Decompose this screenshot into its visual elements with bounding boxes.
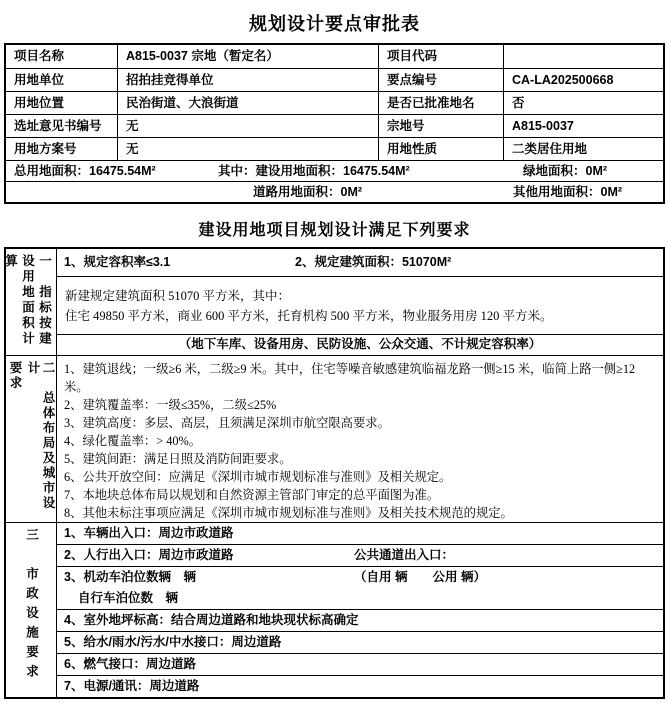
table-row <box>6 45 663 68</box>
requirement-line: 6、公共开放空间：应满足《深圳市城市规划标准与准则》及相关规定。 <box>64 470 452 484</box>
section-1-content <box>57 249 663 355</box>
field-label: 用地方案号 <box>14 142 77 156</box>
table-row <box>57 609 663 631</box>
field-value: 无 <box>117 115 378 137</box>
ground-elevation: 4、室外地坪标高：结合周边道路和地块现状标高确定 <box>64 613 359 627</box>
field-label: 用地单位 <box>14 73 65 87</box>
requirement-line: 米。 <box>64 380 89 394</box>
bicycle-parking-count: 自行车泊位数 辆 <box>78 591 179 605</box>
section-1-spine <box>3 249 57 355</box>
breakdown-line: 住宅 49850 平方米，商业 600 平方米，托育机构 500 平方米，物业服务用房 120 平方米。 <box>65 309 553 323</box>
plot-ratio: 1、规定容积率≤3.1 <box>64 255 171 269</box>
table-row <box>57 544 663 566</box>
field-label: 宗地号 <box>378 115 503 137</box>
form-title: 规划设计要点审批表 <box>249 14 420 34</box>
table-row <box>6 137 663 160</box>
water-interfaces: 5、给水/雨水/污水/中水接口：周边道路 <box>64 635 282 649</box>
construction-area: 其中：建设用地面积：16475.54M² <box>218 164 410 178</box>
requirement-line: 2、建筑覆盖率：一级≤35%，二级≤25% <box>64 398 277 412</box>
table-row <box>57 566 663 609</box>
exclusion-note: （地下车库、设备用房、民防设施、公众交通、不计规定容积率） <box>178 337 542 351</box>
green-area: 绿地面积：0M² <box>523 164 608 178</box>
field-value: 否 <box>503 92 663 114</box>
plot-ratio-row <box>57 249 663 277</box>
field-value: A815-0037 <box>503 115 663 137</box>
parking-usage-split: （自用 辆 公用 辆） <box>354 570 486 584</box>
field-label: 用地位置 <box>14 96 65 110</box>
field-value <box>503 45 663 68</box>
section-indicators <box>3 249 663 355</box>
spine-text: 要求 <box>8 361 22 391</box>
section-2-content <box>57 356 663 522</box>
field-value: 招拍挂竞得单位 <box>117 69 378 91</box>
section-municipal-facilities <box>6 522 663 697</box>
field-label: 项目代码 <box>378 45 503 68</box>
pedestrian-entrance: 2、人行出入口：周边市政道路 <box>64 548 234 562</box>
requirement-line: 8、其他未标注事项应满足《深圳市城市规划标准与准则》及相关技术规范的规定。 <box>64 506 513 520</box>
table-row <box>6 91 663 114</box>
requirement-line: 4、绿化覆盖率：> 40%。 <box>64 434 202 448</box>
field-value: A815-0037 宗地（暂定名） <box>117 45 378 68</box>
section-3-spine <box>6 523 57 697</box>
table-row <box>6 114 663 137</box>
table-row <box>57 631 663 653</box>
field-label: 项目名称 <box>14 49 65 63</box>
field-value: 二类居住用地 <box>503 138 663 160</box>
spine-text: 一 指标按建 <box>37 254 52 347</box>
field-value: CA-LA202500668 <box>503 69 663 91</box>
road-area: 道路用地面积：0M² <box>253 185 363 199</box>
requirements-table <box>4 247 665 699</box>
power-telecom-interface: 7、电源/通讯：周边道路 <box>64 679 200 693</box>
section-2-spine <box>6 356 57 522</box>
motor-parking-count: 3、机动车泊位数辆 辆 <box>64 570 196 584</box>
field-label: 选址意见书编号 <box>14 119 102 133</box>
spine-text: 三 市政设施要求 <box>24 528 39 684</box>
section-layout-urban-design <box>6 355 663 522</box>
requirement-line: 7、本地块总体布局以规划和自然资源主管部门审定的总平面图为准。 <box>64 488 440 502</box>
gas-interface: 6、燃气接口：周边道路 <box>64 657 196 671</box>
vehicle-entrance: 1、车辆出入口：周边市政道路 <box>64 526 234 540</box>
spine-text: 设用地面积计 <box>20 254 35 347</box>
breakdown-line: 新建规定建筑面积 51070 平方米，其中： <box>65 289 291 303</box>
table-row <box>57 675 663 697</box>
section-3-content <box>57 523 663 697</box>
spine-text: 二 总体布局及城市设计 <box>26 361 55 511</box>
total-area: 总用地面积：16475.54M² <box>14 164 156 178</box>
requirement-line: 5、建筑间距：满足日照及消防间距要求。 <box>64 452 292 466</box>
table-row <box>57 523 663 544</box>
field-value: 无 <box>117 138 378 160</box>
field-label: 要点编号 <box>378 69 503 91</box>
field-label: 是否已批准地名 <box>378 92 503 114</box>
area-row-1 <box>6 160 663 181</box>
gross-floor-area: 2、规定建筑面积：51070M² <box>295 255 452 269</box>
other-area: 其他用地面积：0M² <box>513 185 623 199</box>
field-value: 民治街道、大浪街道 <box>117 92 378 114</box>
requirement-line: 3、建筑高度：多层、高层，且须满足深圳市航空限高要求。 <box>64 416 390 430</box>
floor-area-breakdown <box>57 277 663 335</box>
spine-text: 算 <box>3 254 18 270</box>
requirements-heading: 建设用地项目规划设计满足下列要求 <box>198 222 471 239</box>
public-passage-entrance: 公共通道出入口： <box>354 548 455 562</box>
field-label: 用地性质 <box>378 138 503 160</box>
table-row <box>57 653 663 675</box>
requirement-line: 1、建筑退线；一级≥6 米，二级≥9 米。其中，住宅等噪音敏感建筑临福龙路一侧≥15 米，临简上路一侧≥12 <box>64 362 636 376</box>
area-row-2 <box>6 181 663 202</box>
table-row <box>6 68 663 91</box>
project-info-table <box>4 43 665 204</box>
